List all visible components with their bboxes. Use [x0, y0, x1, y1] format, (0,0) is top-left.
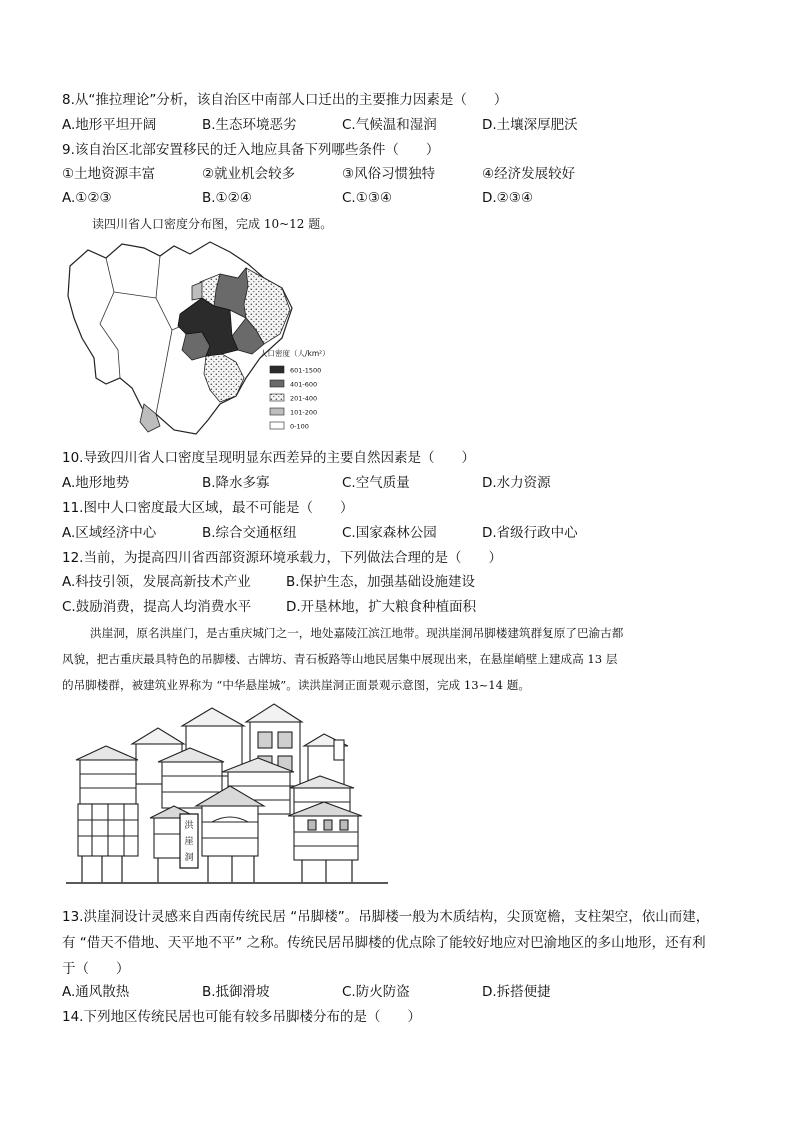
q9-items	[62, 164, 742, 184]
intro-13-14-line: 风貌，把古重庆最具特色的吊脚楼、古牌坊、青石板路等山地民居集中展现出来，在悬崖峭壁上建成高 13 层	[62, 652, 618, 666]
legend-swatch-601-1500	[270, 366, 284, 373]
legend-swatch-101-200	[270, 408, 284, 415]
q12-options-row2	[62, 597, 742, 617]
hongyadong-sign	[180, 814, 198, 868]
q9-option-d[interactable]: D.②③④	[482, 190, 533, 206]
q9-options	[62, 188, 742, 208]
q12-stem: 12.当前，为提高四川省西部资源环境承载力，下列做法合理的是（ ）	[62, 550, 502, 566]
legend-swatch-401-600	[270, 380, 284, 387]
q9-item-2: ②就业机会较多	[202, 166, 296, 182]
q13-option-b[interactable]: B.抵御滑坡	[202, 984, 270, 1000]
sign-char: 崖	[184, 837, 194, 847]
q13-option-d[interactable]: D.拆搭便捷	[482, 984, 551, 1000]
q12-option-d[interactable]: D.开垦林地，扩大粮食种植面积	[286, 599, 477, 615]
sign-char: 洞	[184, 853, 194, 863]
q9-item-1: ①土地资源丰富	[62, 166, 156, 182]
q11-option-d[interactable]: D.省级行政中心	[482, 525, 578, 541]
q12-option-c[interactable]: C.鼓励消费，提高人均消费水平	[62, 599, 252, 615]
q8-stem: 8.从“推拉理论”分析，该自治区中南部人口迁出的主要推力因素是（ ）	[62, 92, 508, 108]
q9-option-a[interactable]: A.①②③	[62, 190, 112, 206]
q10-option-d[interactable]: D.水力资源	[482, 475, 551, 491]
q11-stem: 11.图中人口密度最大区域，最不可能是（ ）	[62, 500, 354, 516]
q9-stem: 9.该自治区北部安置移民的迁入地应具备下列哪些条件（ ）	[62, 142, 440, 158]
q12-option-a[interactable]: A.科技引领，发展高新技术产业	[62, 574, 251, 590]
q8-option-d[interactable]: D.土壤深厚肥沃	[482, 117, 578, 133]
q8-option-c[interactable]: C.气候温和湿润	[342, 117, 437, 133]
q9-option-c[interactable]: C.①③④	[342, 190, 393, 206]
q11-options	[62, 523, 742, 543]
q9-item-4: ④经济发展较好	[482, 166, 576, 182]
sichuan-density-map	[60, 238, 360, 444]
legend-swatch-0-100	[270, 422, 284, 429]
intro-13-14	[62, 620, 742, 698]
legend-title: 人口密度（人/km²）	[260, 349, 330, 358]
legend-label-201-400: 201-400	[290, 394, 318, 403]
legend-label-101-200: 101-200	[290, 408, 318, 417]
map-legend	[270, 366, 321, 431]
legend-label-601-1500: 601-1500	[290, 366, 322, 375]
q11-option-c[interactable]: C.国家森林公园	[342, 525, 437, 541]
legend-label-0-100: 0-100	[290, 422, 309, 431]
q10-stem: 10.导致四川省人口密度呈现明显东西差异的主要自然因素是（ ）	[62, 450, 475, 466]
legend-label-401-600: 401-600	[290, 380, 318, 389]
q13-option-c[interactable]: C.防火防盗	[342, 984, 410, 1000]
q12-option-b[interactable]: B.保护生态，加强基础设施建设	[286, 574, 476, 590]
intro-10-12: 读四川省人口密度分布图，完成 10~12 题。	[92, 217, 333, 231]
q11-option-a[interactable]: A.区域经济中心	[62, 525, 157, 541]
q10-options	[62, 473, 742, 493]
q9-option-b[interactable]: B.①②④	[202, 190, 252, 206]
legend-swatch-201-400	[270, 394, 284, 401]
q13-stem-line: 于（ ）	[62, 961, 130, 977]
hongyadong-illustration	[62, 696, 398, 892]
q10-option-b[interactable]: B.降水多寡	[202, 475, 270, 491]
q12-options-row1	[62, 572, 742, 592]
q13-option-a[interactable]: A.通风散热	[62, 984, 130, 1000]
q9-item-3: ③风俗习惯独特	[342, 166, 436, 182]
q10-option-c[interactable]: C.空气质量	[342, 475, 410, 491]
q8-option-a[interactable]: A.地形平坦开阔	[62, 117, 157, 133]
q14-stem: 14.下列地区传统民居也可能有较多吊脚楼分布的是（ ）	[62, 1009, 421, 1025]
intro-13-14-line: 洪崖洞，原名洪崖门，是古重庆城门之一，地处嘉陵江滨江地带。现洪崖洞吊脚楼建筑群复原了巴渝古都	[90, 626, 624, 640]
q13-options	[62, 982, 742, 1002]
q13-stem	[62, 904, 744, 982]
q8-option-b[interactable]: B.生态环境恶劣	[202, 117, 297, 133]
q13-stem-line: 有 “借天不借地、天平地不平” 之称。传统民居吊脚楼的优点除了能较好地应对巴渝地区的多山地形，还有利	[62, 935, 706, 951]
q10-option-a[interactable]: A.地形地势	[62, 475, 130, 491]
q13-stem-line: 13.洪崖洞设计灵感来自西南传统民居 “吊脚楼”。吊脚楼一般为木质结构，尖顶宽檐，支柱架空，依山而建，	[62, 909, 710, 925]
intro-13-14-line: 的吊脚楼群，被建筑业界称为 “中华悬崖城”。读洪崖洞正面景观示意图，完成 13~14 题。	[62, 678, 530, 692]
q8-options	[62, 115, 742, 135]
q11-option-b[interactable]: B.综合交通枢纽	[202, 525, 297, 541]
sign-char: 洪	[184, 821, 194, 831]
